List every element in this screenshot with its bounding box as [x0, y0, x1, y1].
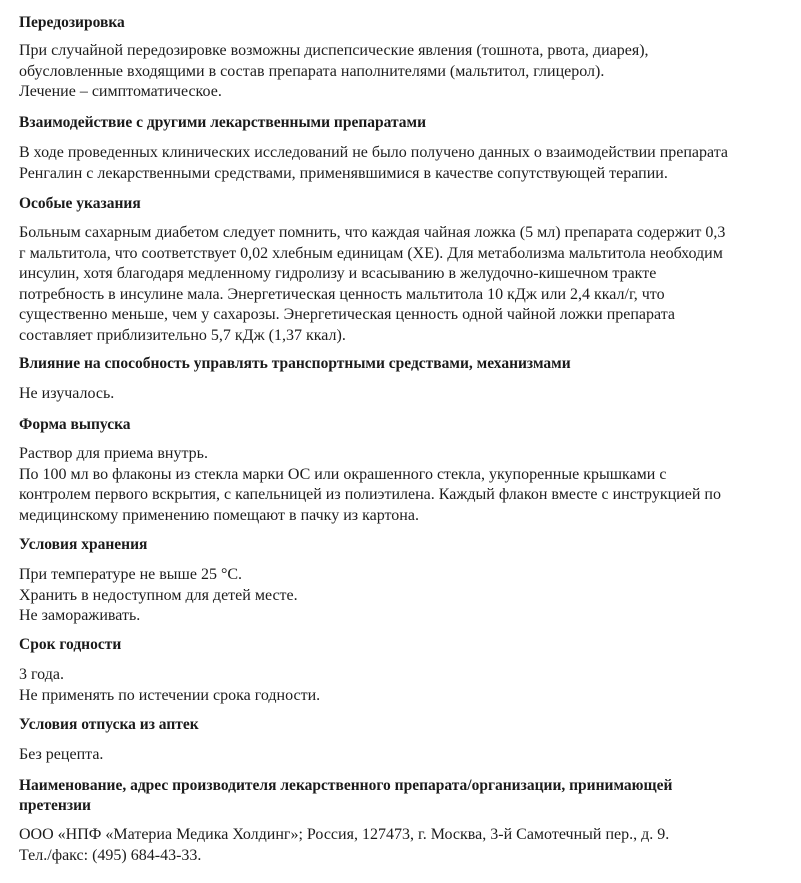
heading-manufacturer	[19, 776, 672, 816]
text-line: Больным сахарным диабетом следует помнить, что каждая чайная ложка (5 мл) препарата содержит 0,3	[19, 224, 726, 241]
text-line: существенно меньше, чем у сахарозы. Энергетическая ценность одной чайной ложки препарата	[19, 306, 676, 323]
paragraph-shelf-life	[19, 665, 320, 706]
paragraph-special-instructions	[19, 223, 725, 346]
text-line: Ренгалин с лекарственными средствами, применявшимися в качестве сопутствующей терапии.	[19, 164, 668, 182]
paragraph-dispensing	[19, 745, 103, 766]
text-line: Раствор для приема внутрь.	[19, 445, 208, 462]
text-line: медицинскому применению помещают в пачку из картона.	[19, 506, 419, 524]
heading-storage: Условия хранения	[19, 536, 148, 553]
text-line: Лечение – симптоматическое.	[19, 83, 222, 100]
text-line: составляет приблизительно 5,7 кДж (1,37 ккал).	[19, 326, 346, 344]
heading-driving: Влияние на способность управлять транспортными средствами, механизмами	[19, 355, 571, 372]
text-line: Тел./факс: (495) 684-43-33.	[19, 846, 202, 864]
paragraph-interactions	[19, 143, 728, 184]
text-line: Не замораживать.	[19, 607, 141, 624]
text-line: потребность в инсулине мала. Энергетическая ценность мальтитола 10 кДж или 2,4 ккал/г, что	[19, 285, 665, 303]
paragraph-release-form	[19, 444, 721, 526]
text-line: В ходе проведенных клинических исследований не было получено данных о взаимодействии препарата	[19, 144, 729, 161]
text-line: Без рецепта.	[19, 746, 104, 763]
text-line: Хранить в недоступном для детей месте.	[19, 586, 298, 604]
text-line: При температуре не выше 25 °С.	[19, 566, 243, 583]
heading-dispensing: Условия отпуска из аптек	[19, 716, 199, 733]
text-line: При случайной передозировке возможны диспепсические явления (тошнота, рвота, диарея),	[19, 42, 649, 59]
heading-release-form: Форма выпуска	[19, 416, 131, 433]
heading-interactions: Взаимодействие с другими лекарственными препаратами	[19, 114, 427, 131]
heading-special-instructions: Особые указания	[19, 195, 141, 212]
paragraph-overdose	[19, 41, 649, 103]
text-line: По 100 мл во флаконы из стекла марки ОС или окрашенного стекла, укупоренные крышками с	[19, 465, 667, 483]
paragraph-storage	[19, 565, 298, 627]
heading-line: Наименование, адрес производителя лекарственного препарата/организации, принимающей	[19, 777, 673, 794]
heading-line: претензии	[19, 797, 91, 814]
text-line: Не изучалось.	[19, 385, 115, 402]
text-line: 3 года.	[19, 666, 64, 683]
text-line: обусловленные входящими в состав препарата наполнителями (мальтитол, глицерол).	[19, 62, 605, 80]
paragraph-driving	[19, 384, 114, 405]
text-line: г мальтитола, что соответствует 0,02 хлебным единицам (ХЕ). Для метаболизма мальтитола необходим	[19, 244, 723, 262]
heading-overdose: Передозировка	[19, 14, 125, 31]
text-line: ООО «НПФ «Материа Медика Холдинг»; Россия, 127473, г. Москва, 3-й Самотечный пер., д. 9.	[19, 826, 670, 843]
text-line: контролем первого вскрытия, с капельницей из полиэтилена. Каждый флакон вместе с инструкцией по	[19, 486, 721, 503]
paragraph-manufacturer	[19, 825, 669, 866]
text-line: инсулин, хотя благодаря медленному гидролизу и всасыванию в желудочно-кишечном тракте	[19, 265, 657, 282]
text-line: Не применять по истечении срока годности.	[19, 686, 321, 704]
heading-shelf-life: Срок годности	[19, 636, 122, 653]
